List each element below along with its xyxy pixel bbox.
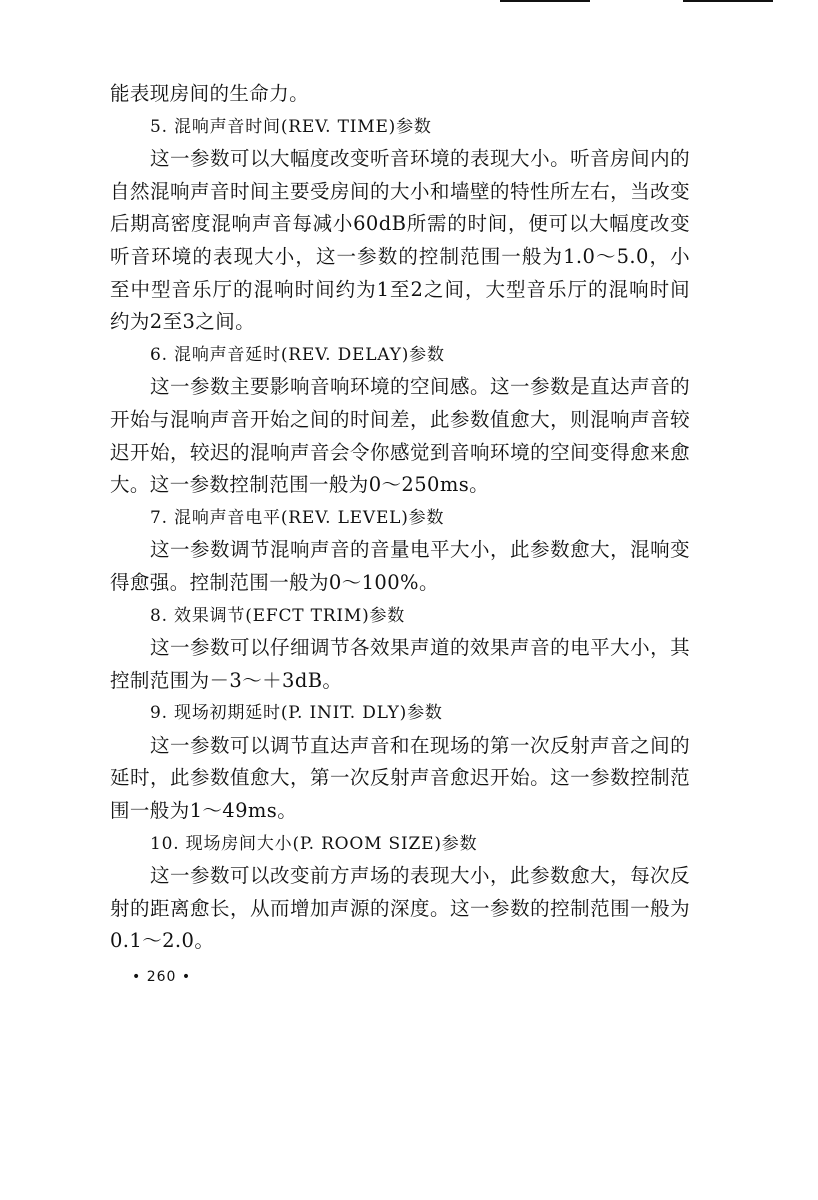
top-rule-left xyxy=(500,0,590,2)
section-heading-rev-time: 5. 混响声音时间(REV. TIME)参数 xyxy=(150,116,432,137)
section-body-rev-level: 这一参数调节混响声音的音量电平大小，此参数愈大，混响变得愈强。控制范围一般为0～100%。 xyxy=(110,538,690,594)
section-body-efct-trim: 这一参数可以仔细调节各效果声道的效果声音的电平大小，其控制范围为－3～＋3dB。 xyxy=(110,636,690,692)
section-heading-p-room-size: 10. 现场房间大小(P. ROOM SIZE)参数 xyxy=(150,833,478,854)
section-body-p-init-dly: 这一参数可以调节直达声音和在现场的第一次反射声音之间的延时，此参数值愈大，第一次反射声音愈迟开始。这一参数控制范围一般为1～49ms。 xyxy=(110,733,690,823)
section-heading-rev-delay: 6. 混响声音延时(REV. DELAY)参数 xyxy=(150,344,445,365)
page-body xyxy=(110,78,690,958)
top-rule-right xyxy=(683,0,773,2)
section-body-rev-time: 这一参数可以大幅度改变听音环境的表现大小。听音房间内的自然混响声音时间主要受房间的大小和墙壁的特性所左右，当改变后期高密度混响声音每减小60dB所需的时间，便可以大幅度改变听音环境的表现大小，这一参数的控制范围一般为1.0～5.0，小至中型音乐厅的混响时间约为1至2之间，大型音乐厅的混响时间约为2至3之间。 xyxy=(110,147,690,334)
section-body-rev-delay: 这一参数主要影响音响环境的空间感。这一参数是直达声音的开始与混响声音开始之间的时间差，此参数值愈大，则混响声音较迟开始，较迟的混响声音会令你感觉到音响环境的空间变得愈来愈大。这一参数控制范围一般为0～250ms。 xyxy=(110,375,690,497)
section-heading-p-init-dly: 9. 现场初期延时(P. INIT. DLY)参数 xyxy=(150,703,443,724)
page-number: • 260 • xyxy=(132,969,192,985)
section-heading-efct-trim: 8. 效果调节(EFCT TRIM)参数 xyxy=(150,605,406,626)
section-body-p-room-size: 这一参数可以改变前方声场的表现大小，此参数愈大，每次反射的距离愈长，从而增加声源的深度。这一参数的控制范围一般为0.1～2.0。 xyxy=(110,864,690,953)
continuation-paragraph: 能表现房间的生命力。 xyxy=(110,82,310,105)
section-heading-rev-level: 7. 混响声音电平(REV. LEVEL)参数 xyxy=(150,507,445,528)
